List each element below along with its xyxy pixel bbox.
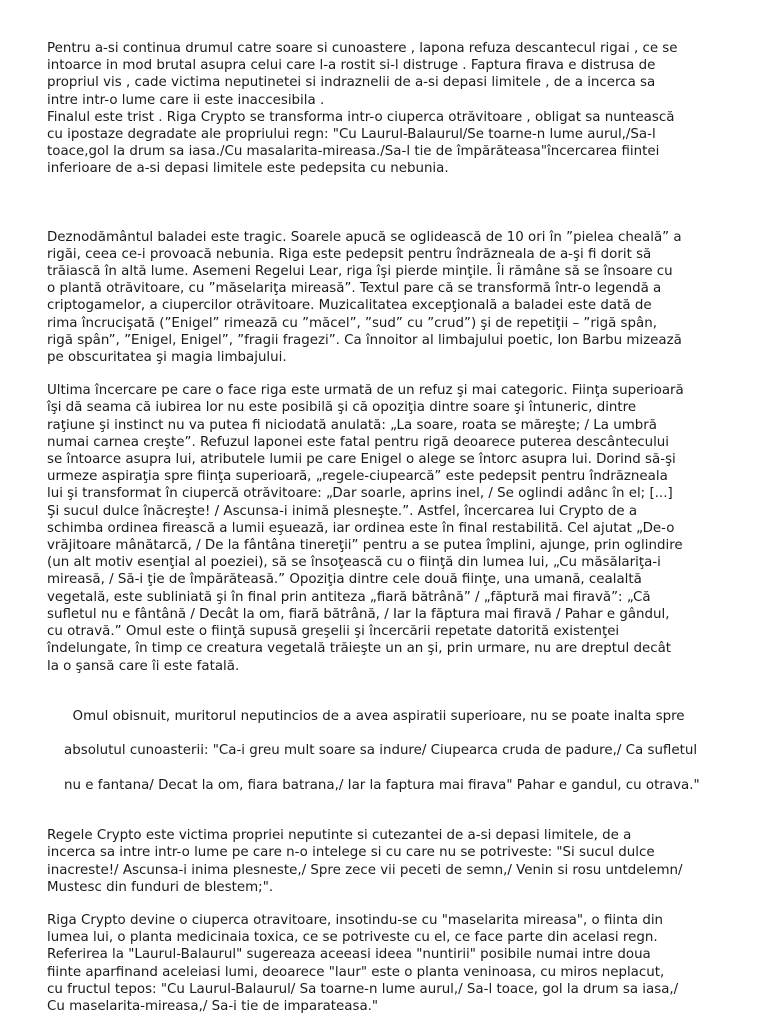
text-line: inacreste!/ Ascunsa-i inima plesneste,/ Spre zece vii peceti de semn,/ Venin si rosu untdelemn/	[47, 862, 683, 878]
text-line: Riga Crypto devine o ciuperca otravitoare, insotindu-se cu "maselarita mireasa", o fiinta din	[47, 912, 664, 928]
paragraph-spacer	[47, 896, 728, 912]
text-line: incerca sa intre intr-o lume pe care n-o intelege si cu care nu se potriveste: "Si sucul dulce	[47, 845, 655, 861]
text-line: o plantă otrăvitoare, cu ”măselariţa mireasă”. Textul pare că se transformă într-o legendă a	[47, 281, 662, 297]
text-line: pe obscuritatea şi magia limbajului.	[47, 350, 287, 366]
text-line: rigăi, ceea ce-i provoacă nebunia. Riga este pedepsit pentru îndrăzneala de a-şi fi dorit să	[47, 246, 652, 262]
text-line: Regele Crypto este victima propriei neputinte si cutezantei de a-si depasi limitele, de a	[47, 828, 632, 844]
paragraph-spacer	[47, 178, 728, 229]
text-line: vrăjitoare mânătarcă, / De la fântâna tinereţii” pentru a se putea împlini, ajunge, prin oglindire	[47, 538, 683, 554]
text-line: cu otravă.” Omul este o fiinţă supusă greşelii şi încercării repetate datorită existenţei	[47, 624, 620, 640]
text-line: se întoarce asupra lui, atributele lumii pe care Enigel o alege se întorc asupra lui. Dorind să-şi	[47, 452, 676, 468]
paragraph-ultima-incercare	[47, 382, 728, 674]
text-line: (un alt motiv esenţial al poeziei), să se însoţească cu o fiinţă din lumea lui, „Cu măsălariţa-i	[47, 555, 661, 571]
paragraph-regele-crypto	[47, 827, 728, 896]
paragraph-riga-crypto	[47, 912, 728, 1015]
paragraph-omul-obisnuit	[47, 691, 728, 811]
text-line: intre intr-o lume care ii este inaccesibila .	[47, 92, 325, 108]
paragraph-intro	[47, 40, 728, 178]
text-line: intoarce in mod brutal asupra celui care l-a rostit si-l distruge . Faptura firava e distrusa de	[47, 58, 656, 74]
text-line: fiinte aparfinand aceleiasi lumi, deoarece "laur" este o planta veninoasa, cu miros neplacut,	[47, 964, 665, 980]
text-line: Mustesc din funduri de blestem;".	[47, 879, 274, 895]
text-line: nu e fantana/ Decat la om, fiara batrana,/ Iar la faptura mai firava" Pahar e gandul, cu otrava."	[64, 777, 700, 793]
text-line: numai carnea creşte”. Refuzul laponei este fatal pentru rigă deoarece puterea descântecului	[47, 434, 669, 450]
text-line: la o şansă care îi este fatală.	[47, 658, 240, 674]
text-line: inferioare de a-si depasi limitele este pedepsita cu nebunia.	[47, 161, 449, 177]
text-line: Omul obisnuit, muritorul neputincios de a avea aspiratii superioare, nu se poate inalta spre	[64, 708, 685, 724]
text-line: propriul vis , cade victima neputinetei si indraznelii de a-si depasi limitele , de a incerca sa	[47, 75, 656, 91]
text-line: rima încrucişată (”Enigel” rimează cu ”măcel”, ”sud” cu ”crud”) şi de repetiţii – ”rigă spân,	[47, 315, 657, 331]
paragraph-spacer	[47, 366, 728, 382]
text-line: rigă spân”, ”Enigel, Enigel”, ”fragii fragezi”. Ca înnoitor al limbajului poetic, Ion Barbu mizează	[47, 332, 682, 348]
text-line: cu ipostaze degradate ale propriului regn: "Cu Laurul-Balaurul/Se toarne-n lume aurul,/Sa-l	[47, 127, 656, 143]
text-line: Finalul este trist . Riga Crypto se transforma intr-o ciuperca otrăvitoare , obligat sa nuntească	[47, 109, 675, 125]
text-line: Ultima încercare pe care o face riga este urmată de un refuz şi mai categoric. Fiinţa superioară	[47, 383, 684, 399]
text-line: schimba ordinea firească a lumii eşuează, iar ordinea este în final restabilită. Cel ajutat „De-o	[47, 520, 675, 536]
text-line: lui şi transformat în ciupercă otrăvitoare: „Dar soarle, aprins inel, / Se oglindi adânc în el; [...]	[47, 486, 673, 502]
paragraph-spacer	[47, 675, 728, 691]
text-line: raţiune şi instinct nu va putea fi niciodată anulată: „La soare, roata se măreşte; / La umbră	[47, 417, 657, 433]
paragraph-spacer	[47, 811, 728, 827]
text-line: trăiască în altă lume. Asemeni Regelui Lear, riga îşi pierde minţile. Îi rămâne să se însoare cu	[47, 264, 673, 280]
text-line: Pentru a-si continua drumul catre soare si cunoastere , lapona refuza descantecul rigai , ce se	[47, 41, 678, 56]
text-line: Referirea la "Laurul-Balaurul" sugereaza aceeasi ideea "nuntirii" posibile numai intre doua	[47, 947, 651, 963]
text-line: cu fructul tepos: "Cu Laurul-Balaurul/ Sa toarne-n lume aurul,/ Sa-l toace, gol la drum sa iasa,/	[47, 981, 679, 997]
text-line: absolutul cunoasterii: "Ca-i greu mult soare sa indure/ Ciupearca cruda de padure,/ Ca sufletul	[64, 743, 698, 759]
text-line: lumea lui, o planta medicinaia toxica, ce se potriveste cu el, ce face parte din acelasi regn.	[47, 930, 658, 946]
text-line: urmeze aspiraţia spre fiinţa superioară, „regele-ciupearcă” este pedepsit pentru îndrăzneala	[47, 469, 668, 485]
paragraph-deznodamant	[47, 229, 728, 367]
text-line: mireasă, / Să-i ţie de împărăteasă.” Opoziţia dintre cele două fiinţe, una umană, cealaltă	[47, 572, 642, 588]
text-line: îndelungate, în timp ce creatura vegetală trăieşte un an şi, prin urmare, nu are dreptul decât	[47, 641, 672, 657]
text-line: sufletul nu e fântână / Decât la om, fiară bătrână, / Iar la făptura mai firavă / Pahar e gândul,	[47, 606, 670, 622]
text-line: Cu maselarita-mireasa,/ Sa-i tie de imparateasa."	[47, 998, 379, 1014]
text-line: îşi dă seama că iubirea lor nu este posibilă şi că opoziţia dintre soare şi întuneric, dintre	[47, 400, 637, 416]
text-line: criptogamelor, a ciupercilor otrăvitoare. Muzicalitatea excepţională a baladei este dată de	[47, 298, 652, 314]
text-line: Deznodământul baladei este tragic. Soarele apucă se oglidească de 10 ori în ”pielea cheală” a	[47, 229, 682, 245]
text-line: vegetală, este subliniată şi în final prin antiteza „fiară bătrână” / „făptură mai firavă”: „Că	[47, 589, 651, 605]
text-line: toace,gol la drum sa iasa./Cu masalarita-mireasa./Sa-l tie de împărăteasa"încercarea fiintei	[47, 144, 660, 160]
text-line: Şi sucul dulce înăcreşte! / Ascunsa-i inimă plesneşte.”. Astfel, încercarea lui Crypto de a	[47, 503, 638, 519]
